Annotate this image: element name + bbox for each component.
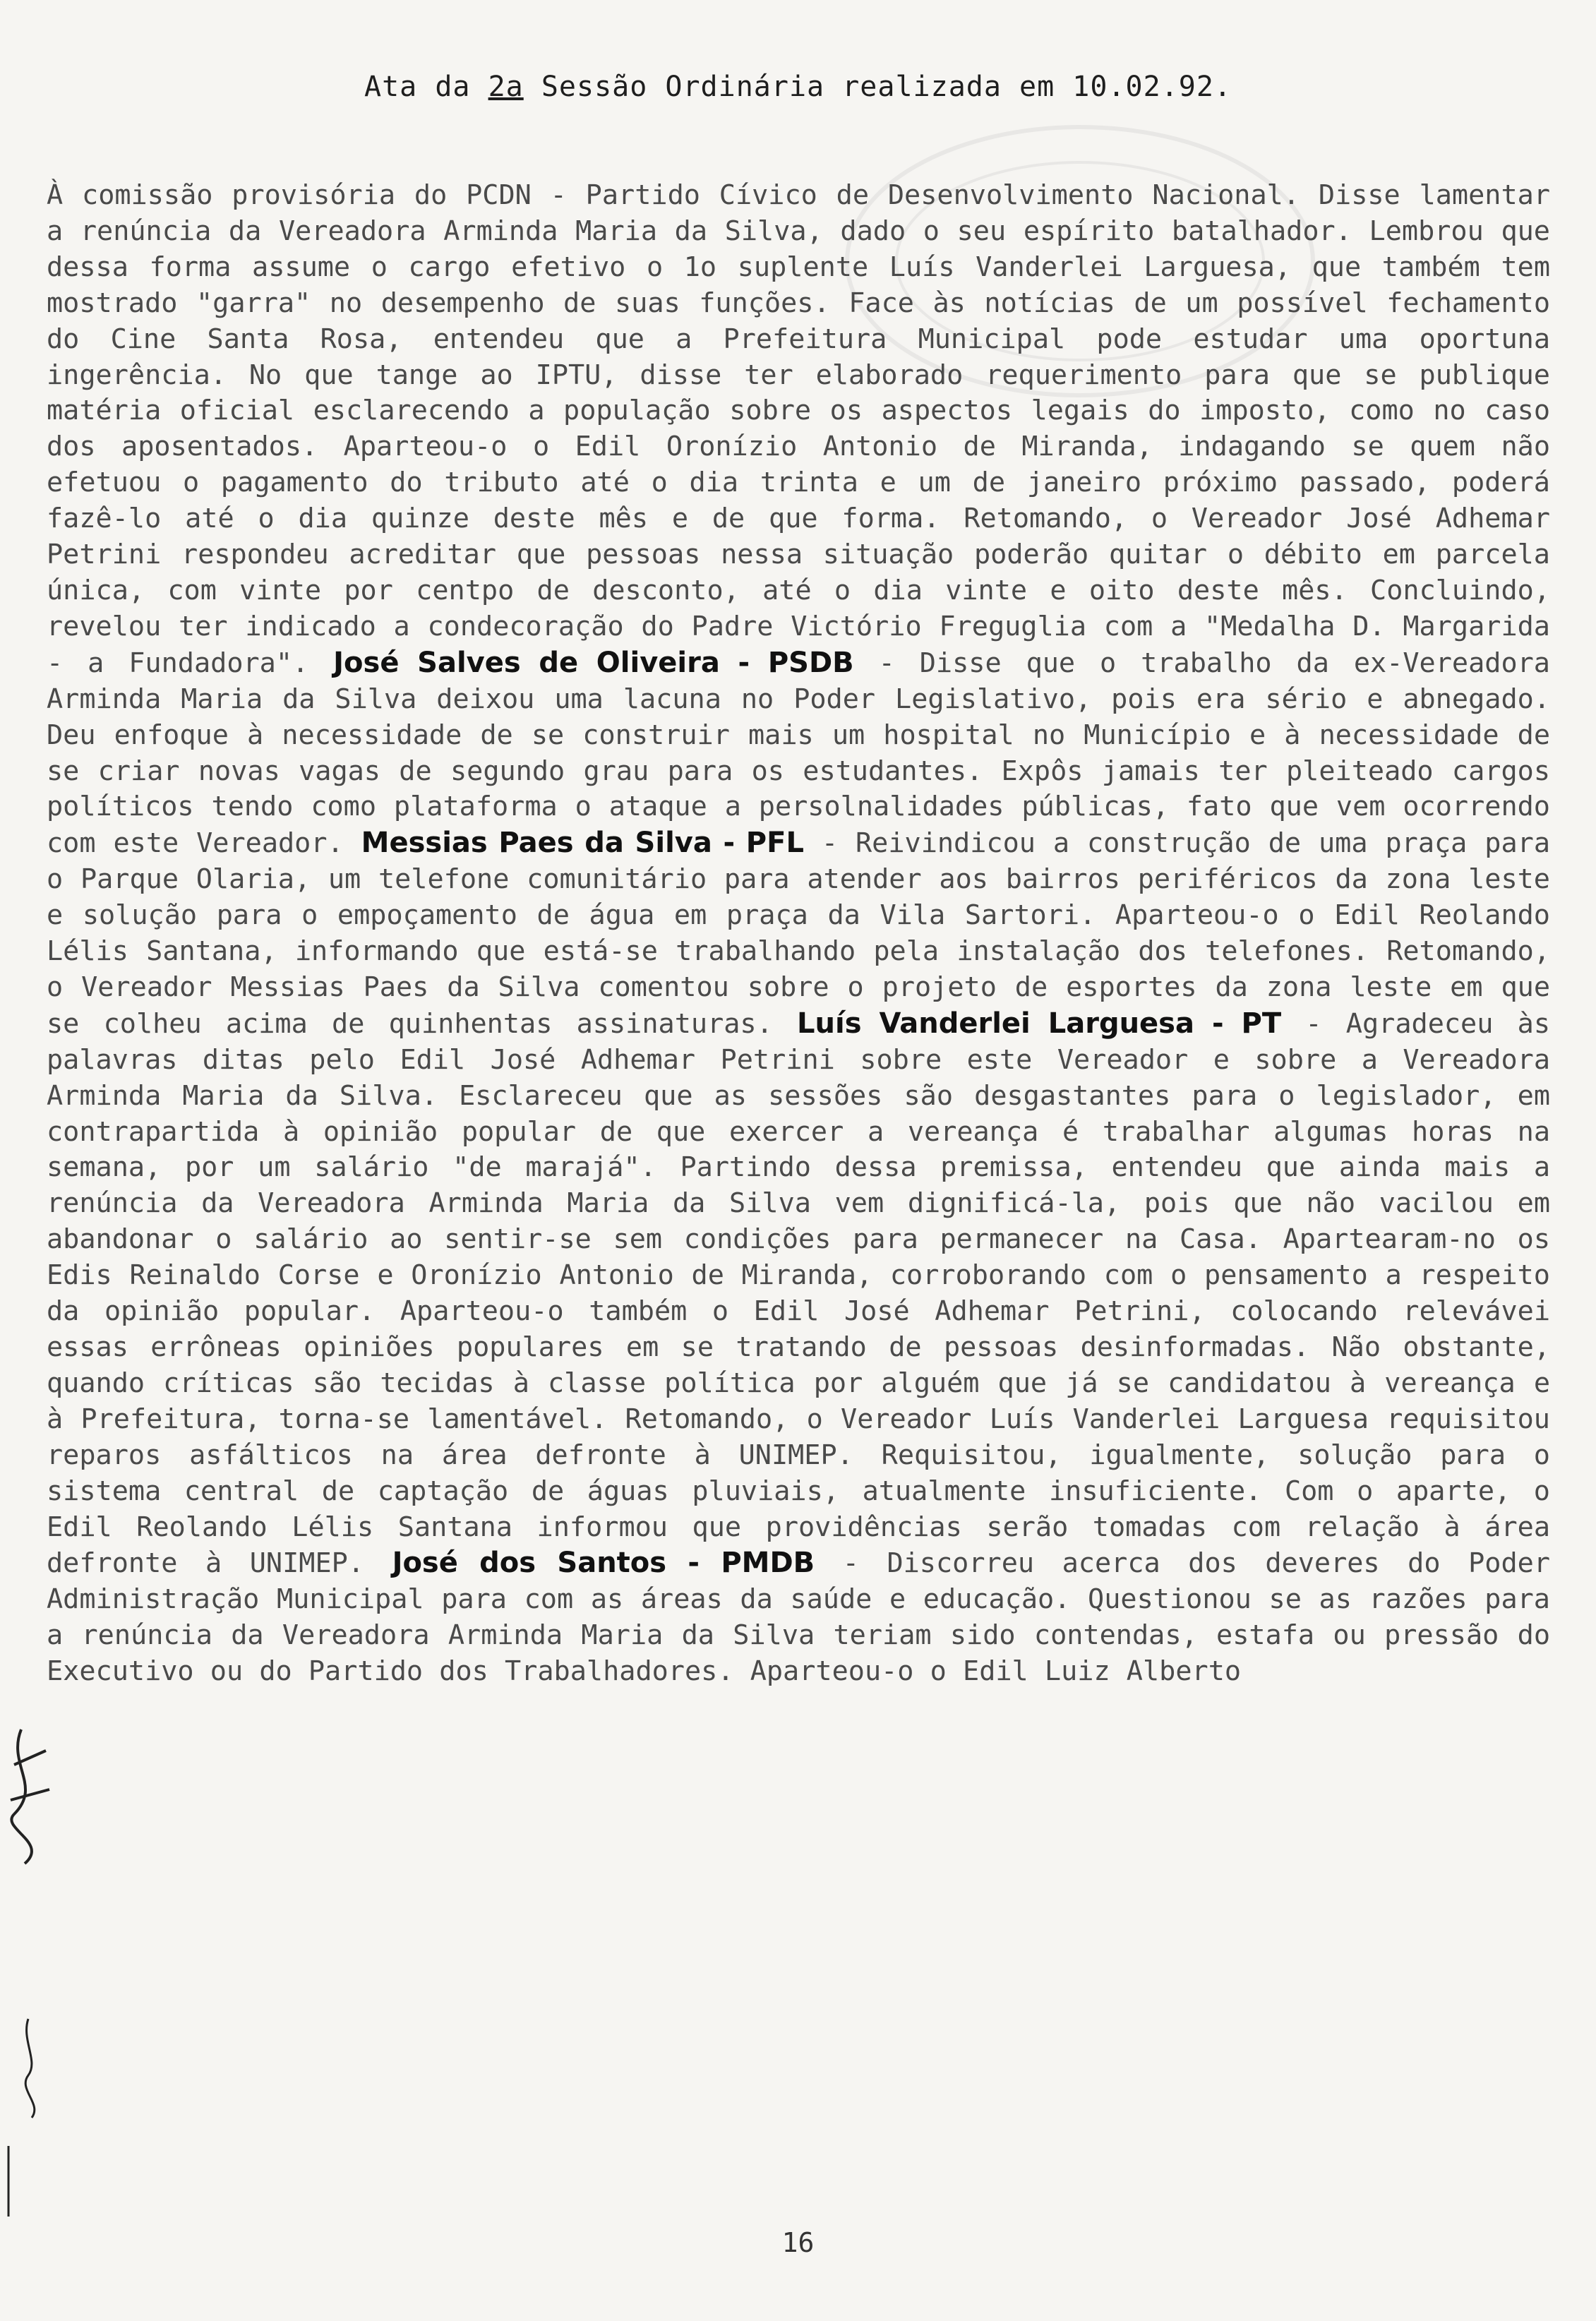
- speaker-name: Messias Paes da Silva - PFL: [361, 827, 804, 860]
- title-suffix: Sessão Ordinária realizada em 10.02.92.: [523, 71, 1232, 103]
- title-ordinal: 2a: [488, 71, 524, 103]
- paragraph-text: - Reivindicou a construção de uma praça para o Parque Olaria, um telefone comunitário para atender aos bairros periféricos da zona leste e solução para o empoçamento de água em praça da Vila Sartori. Aparteou-o o Edil Reolando Lélis Santana, informando que está-se trabalhando pela instalação dos telefones. Retomando, o Vereador Messias Paes da Silva comentou sobre o projeto de esportes da zona leste em que se colheu acima de quinhentas assinaturas.: [47, 827, 1550, 1040]
- page-title: [0, 71, 1596, 103]
- speaker-name: José Salves de Oliveira - PSDB: [333, 646, 854, 679]
- paragraph-text: - Discorreu acerca dos deveres do Poder Administração Municipal para com as áreas da saúde e educação. Questionou se as razões para a renúncia da Vereadora Arminda Maria da Silva teriam sido contendas, estafa ou pressão do Executivo ou do Partido dos Trabalhadores. Aparteou-o o Edil Luiz Alberto: [47, 1547, 1550, 1688]
- paragraph-text: - Disse que o trabalho da ex-Vereadora Arminda Maria da Silva deixou uma lacuna no Poder Legislativo, pois era sério e abnegado. Deu enfoque à necessidade de se construir mais um hospital no Município e à necessidade de se criar novas vagas de segundo grau para os estudantes. Expôs jamais ter pleiteado cargos políticos tendo como plataforma o ataque a persolnalidades públicas, fato que vem ocorrendo com este Vereador.: [47, 647, 1550, 860]
- page-number: 16: [781, 2227, 815, 2258]
- title-prefix: Ata da: [364, 71, 488, 103]
- margin-signature: [0, 1722, 56, 2217]
- speaker-name: José dos Santos - PMDB: [392, 1547, 815, 1580]
- paragraph-text: - Agradeceu às palavras ditas pelo Edil José Adhemar Petrini sobre este Vereador e sobre a Vereadora Arminda Maria da Silva. Esclareceu que as sessões são desgastantes para o legislador, em contrapartida à opinião popular de que exercer a vereança é trabalhar algumas horas na semana, por um salário "de marajá". Partindo dessa premissa, entendeu que ainda mais a renúncia da Vereadora Arminda Maria da Silva vem dignificá-la, pois que não vacilou em abandonar o salário ao sentir-se sem condições para permanecer na Casa. Apartearam-no os Edis Reinaldo Corse e Oronízio Antonio de Miranda, corroborando com o pensamento a respeito da opinião popular. Aparteou-o também o Edil José Adhemar Petrini, colocando relevávei essas errôneas opiniões populares em se tratando de pessoas desinformadas. Não obstante, quando críticas são tecidas à classe política por alguém que já se candidatou à vereança e à Prefeitura, torna-se lamentável. Retomando, o Vereador Luís Vanderlei Larguesa requisitou reparos asfálticos na área defronte à UNIMEP. Requisitou, igualmente, solução para o sistema central de captação de águas pluviais, atualmente insuficiente. Com o aparte, o Edil Reolando Lélis Santana informou que providências serão tomadas com relação à área defronte à UNIMEP.: [47, 1007, 1550, 1580]
- minutes-body: [47, 178, 1550, 1690]
- speaker-name: Luís Vanderlei Larguesa - PT: [797, 1007, 1282, 1040]
- paragraph-text: À comissão provisória do PCDN - Partido Cívico de Desenvolvimento Nacional. Disse lamentar a renúncia da Vereadora Arminda Maria da Silva, dado o seu espírito batalhador. Lembrou que dessa forma assume o cargo efetivo o 1o suplente Luís Vanderlei Larguesa, que também tem mostrado "garra" no desempenho de suas funções. Face às notícias de um possível fechamento do Cine Santa Rosa, entendeu que a Prefeitura Municipal pode estudar uma oportuna ingerência. No que tange ao IPTU, disse ter elaborado requerimento para que se publique matéria oficial esclarecendo a população sobre os aspectos legais do imposto, como no caso dos aposentados. Aparteou-o o Edil Oronízio Antonio de Miranda, indagando se quem não efetuou o pagamento do tributo até o dia trinta e um de janeiro próximo passado, poderá fazê-lo até o dia quinze deste mês e de que forma. Retomando, o Vereador José Adhemar Petrini respondeu acreditar que pessoas nessa situação poderão quitar o débito em parcela única, com vinte por centpo de desconto, até o dia vinte e oito deste mês. Concluindo, revelou ter indicado a condecoração do Padre Victório Freguglia com a "Medalha D. Margarida - a Fundadora".: [47, 179, 1550, 679]
